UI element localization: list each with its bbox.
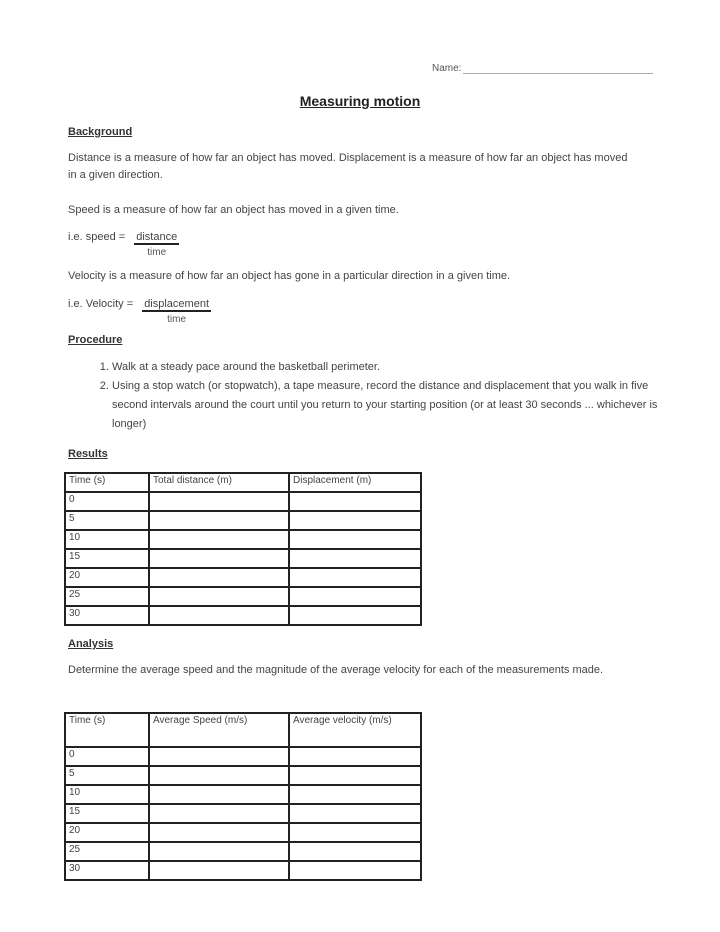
analysis-heading: Analysis bbox=[68, 638, 114, 650]
results-table bbox=[64, 472, 422, 626]
time-cell: 20 bbox=[65, 823, 149, 842]
table-header-row bbox=[65, 713, 421, 747]
velocity-formula-prefix: i.e. Velocity = bbox=[68, 298, 134, 310]
time-cell: 30 bbox=[65, 606, 149, 625]
table-row bbox=[65, 511, 421, 530]
time-cell: 10 bbox=[65, 785, 149, 804]
blank-cell[interactable] bbox=[289, 568, 421, 587]
blank-cell[interactable] bbox=[289, 842, 421, 861]
blank-cell[interactable] bbox=[149, 861, 289, 880]
time-cell: 5 bbox=[65, 511, 149, 530]
velocity-denominator: time bbox=[167, 314, 187, 325]
table-header-cell: Time (s) bbox=[65, 473, 149, 492]
time-cell: 0 bbox=[65, 492, 149, 511]
results-heading: Results bbox=[68, 448, 108, 460]
blank-cell[interactable] bbox=[149, 587, 289, 606]
procedure-steps bbox=[92, 358, 672, 434]
blank-cell[interactable] bbox=[149, 492, 289, 511]
blank-cell[interactable] bbox=[289, 530, 421, 549]
table-row bbox=[65, 606, 421, 625]
blank-cell[interactable] bbox=[149, 747, 289, 766]
blank-cell[interactable] bbox=[149, 766, 289, 785]
procedure-step: 2. Using a stop watch (or stopwatch), a tape measure, record the distance and displacement that you walk in five second intervals around the court until you return to your starting position (or at least 30 seconds ... whichever is longer) bbox=[112, 377, 672, 434]
table-row bbox=[65, 747, 421, 766]
blank-cell[interactable] bbox=[149, 549, 289, 568]
blank-cell[interactable] bbox=[289, 492, 421, 511]
blank-cell[interactable] bbox=[149, 823, 289, 842]
table-row bbox=[65, 785, 421, 804]
analysis-paragraph: Determine the average speed and the magnitude of the average velocity for each of the measurements made. bbox=[68, 664, 604, 676]
table-row bbox=[65, 804, 421, 823]
time-cell: 10 bbox=[65, 530, 149, 549]
blank-cell[interactable] bbox=[289, 766, 421, 785]
blank-cell[interactable] bbox=[289, 606, 421, 625]
blank-cell[interactable] bbox=[149, 785, 289, 804]
blank-cell[interactable] bbox=[149, 511, 289, 530]
speed-numerator: distance bbox=[136, 231, 178, 243]
table-row bbox=[65, 568, 421, 587]
blank-cell[interactable] bbox=[149, 530, 289, 549]
background-paragraph-2: Speed is a measure of how far an object has moved in a given time. bbox=[68, 204, 399, 216]
blank-cell[interactable] bbox=[149, 568, 289, 587]
time-cell: 5 bbox=[65, 766, 149, 785]
blank-cell[interactable] bbox=[289, 785, 421, 804]
table-row bbox=[65, 549, 421, 568]
speed-formula bbox=[68, 231, 179, 258]
blank-cell[interactable] bbox=[149, 842, 289, 861]
blank-cell[interactable] bbox=[289, 804, 421, 823]
time-cell: 20 bbox=[65, 568, 149, 587]
speed-formula-prefix: i.e. speed = bbox=[68, 231, 126, 243]
blank-cell[interactable] bbox=[149, 804, 289, 823]
table-row bbox=[65, 492, 421, 511]
time-cell: 25 bbox=[65, 587, 149, 606]
table-row bbox=[65, 823, 421, 842]
time-cell: 25 bbox=[65, 842, 149, 861]
background-paragraph-1: Distance is a measure of how far an object has moved. Displacement is a measure of how far an object has moved in a given direction. bbox=[68, 152, 628, 181]
table-row bbox=[65, 766, 421, 785]
blank-cell[interactable] bbox=[289, 511, 421, 530]
blank-cell[interactable] bbox=[289, 549, 421, 568]
blank-cell[interactable] bbox=[289, 747, 421, 766]
table-header-cell: Average velocity (m/s) bbox=[289, 713, 421, 747]
velocity-fraction bbox=[142, 298, 211, 325]
procedure-step: 1. Walk at a steady pace around the basketball perimeter. bbox=[112, 358, 672, 377]
table-header-cell: Displacement (m) bbox=[289, 473, 421, 492]
table-row bbox=[65, 587, 421, 606]
background-paragraph-3: Velocity is a measure of how far an object has gone in a particular direction in a given time. bbox=[68, 270, 511, 282]
table-row bbox=[65, 861, 421, 880]
page-title: Measuring motion bbox=[299, 93, 421, 109]
time-cell: 15 bbox=[65, 804, 149, 823]
analysis-table bbox=[64, 712, 422, 881]
time-cell: 30 bbox=[65, 861, 149, 880]
time-cell: 15 bbox=[65, 549, 149, 568]
name-blank-line bbox=[463, 73, 653, 74]
table-header-cell: Total distance (m) bbox=[149, 473, 289, 492]
speed-fraction bbox=[134, 231, 179, 258]
velocity-numerator: displacement bbox=[144, 298, 210, 310]
procedure-heading: Procedure bbox=[68, 334, 123, 346]
blank-cell[interactable] bbox=[149, 606, 289, 625]
name-label: Name: bbox=[432, 63, 462, 74]
time-cell: 0 bbox=[65, 747, 149, 766]
blank-cell[interactable] bbox=[289, 823, 421, 842]
table-row bbox=[65, 530, 421, 549]
table-header-cell: Average Speed (m/s) bbox=[149, 713, 289, 747]
speed-denominator: time bbox=[147, 247, 167, 258]
velocity-formula bbox=[68, 298, 211, 325]
background-heading: Background bbox=[68, 126, 133, 138]
table-header-cell: Time (s) bbox=[65, 713, 149, 747]
name-field bbox=[432, 63, 653, 74]
blank-cell[interactable] bbox=[289, 587, 421, 606]
blank-cell[interactable] bbox=[289, 861, 421, 880]
table-row bbox=[65, 842, 421, 861]
table-header-row bbox=[65, 473, 421, 492]
